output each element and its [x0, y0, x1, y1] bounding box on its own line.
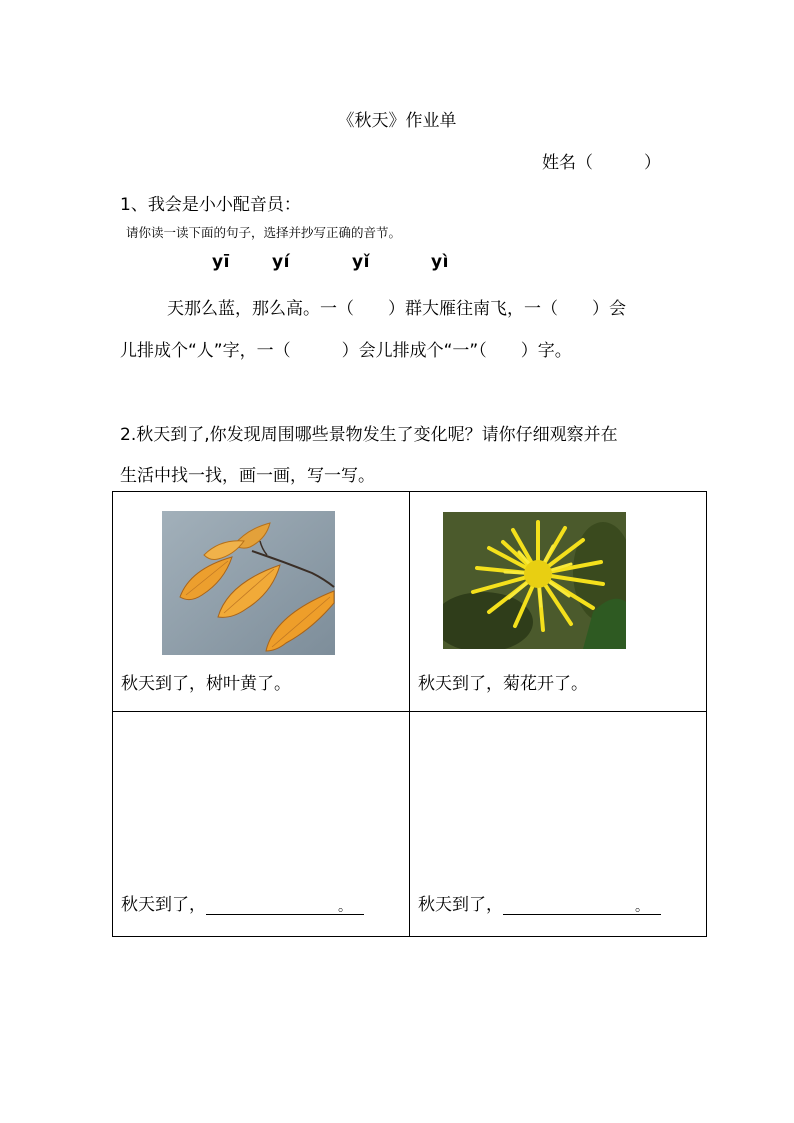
question-2-line-1: 2.秋天到了,你发现周围哪些景物发生了变化呢？请你仔细观察并在: [120, 425, 618, 445]
question-1-sentence-line-1: 天那么蓝，那么高。一（ ）群大雁往南飞，一（ ）会: [167, 299, 626, 319]
observation-grid: [112, 491, 707, 937]
blank-line-1[interactable]: [206, 896, 364, 915]
name-field-label[interactable]: 姓名（ ）: [542, 153, 661, 173]
chrysanthemum-image: [443, 512, 626, 649]
cell-blank-1[interactable]: [113, 712, 410, 937]
blank-line-2-end: 。: [635, 899, 649, 915]
question-1-heading: 1、我会是小小配音员：: [120, 195, 301, 215]
cell-leaves: [113, 492, 410, 712]
cell-chrysanthemum: [410, 492, 707, 712]
leaves-caption: 秋天到了，树叶黄了。: [121, 674, 291, 694]
blank-line-1-end: 。: [338, 899, 352, 915]
cell-blank-2[interactable]: [410, 712, 707, 937]
blank-sentence-2[interactable]: [418, 890, 661, 915]
pinyin-option-4: yì: [431, 252, 449, 272]
question-1-sentence-line-2: 儿排成个“人”字，一（ ）会儿排成个“一”（ ）字。: [120, 341, 572, 361]
pinyin-option-2: yí: [272, 252, 290, 272]
blank-sentence-2-prefix: 秋天到了，: [418, 895, 503, 915]
pinyin-option-3: yǐ: [352, 252, 370, 272]
leaves-illustration: [162, 511, 335, 655]
worksheet-title: 《秋天》作业单: [337, 111, 457, 131]
chrysanthemum-caption: 秋天到了，菊花开了。: [418, 674, 588, 694]
chrysanthemum-illustration: [443, 512, 626, 649]
blank-line-2[interactable]: [503, 896, 661, 915]
question-2-line-2: 生活中找一找，画一画，写一写。: [120, 466, 375, 486]
blank-sentence-1[interactable]: [121, 890, 364, 915]
blank-sentence-1-prefix: 秋天到了，: [121, 895, 206, 915]
autumn-leaves-image: [162, 511, 335, 655]
pinyin-option-1: yī: [212, 252, 230, 272]
question-1-hint: 请你读一读下面的句子，选择并抄写正确的音节。: [126, 225, 402, 240]
